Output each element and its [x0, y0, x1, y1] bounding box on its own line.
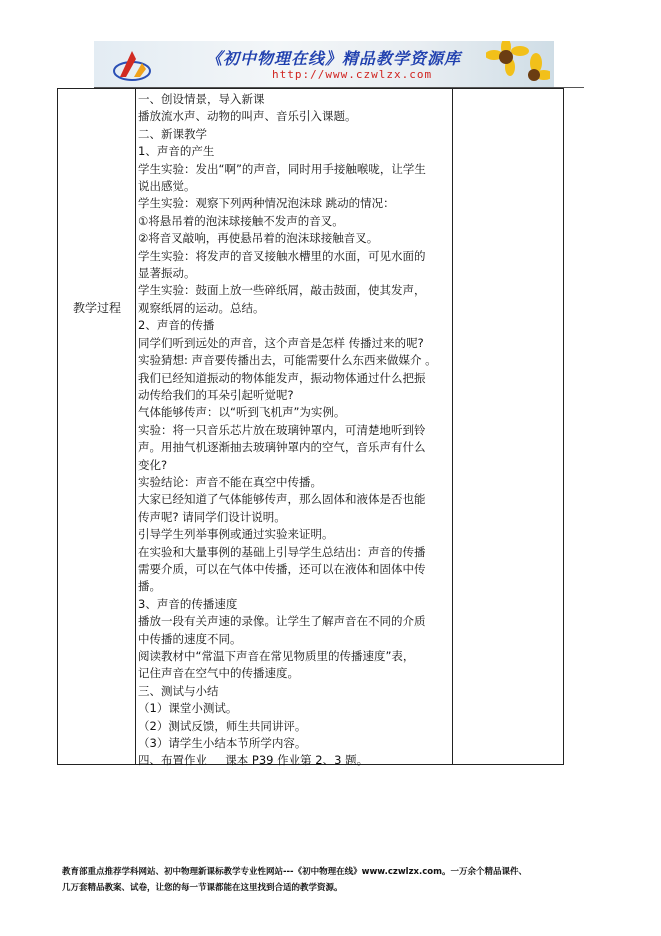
content-line: 显著振动。 [138, 266, 196, 281]
content-line: （3）请学生小结本节所学内容。 [138, 736, 307, 751]
content-line: 我们已经知道振动的物体能发声，振动物体通过什么把振 [138, 370, 426, 385]
content-line: ①将悬吊着的泡沫球接触不发声的音叉。 [138, 213, 344, 228]
content-line: 变化? [138, 457, 168, 472]
content-line: 大家已经知道了气体能够传声，那么固体和液体是否也能 [138, 492, 426, 507]
content-line: 学生实验：发出“啊”的声音，同时用手接触喉咙，让学生 [138, 161, 426, 176]
header-banner [94, 41, 554, 87]
content-line: 阅读教材中“常温下声音在常见物质里的传播速度”表， [138, 649, 415, 663]
content-line: 动传给我们的耳朵引起听觉呢? [138, 387, 294, 402]
content-line: 声。用抽气机逐渐抽去玻璃钟罩内的空气，音乐声有什么 [138, 440, 426, 455]
content-line: 实验：将一只音乐芯片放在玻璃钟罩内，可清楚地听到铃 [138, 422, 426, 437]
lesson-table [57, 88, 564, 768]
content-line: 实验猜想: 声音要传播出去，可能需要什么东西来做媒介 。 [138, 353, 437, 368]
content-line: 2、声音的传播 [138, 318, 215, 333]
section-label: 教学过程 [72, 301, 121, 315]
footer-line-1: 教育部重点推荐学科网站、初中物理新课标教学专业性网站---《初中物理在线》www.czwlzx.com。一万余个精品课件、 [62, 867, 527, 877]
logo-icon [112, 47, 152, 83]
content-line: 播放一段有关声速的录像。让学生了解声音在不同的介质 [138, 614, 426, 629]
content-line: （2）测试反馈，师生共同讲评。 [138, 718, 307, 733]
content-line: 需要介质，可以在气体中传播，还可以在液体和固体中传 [138, 561, 426, 576]
footer-line-2: 几万套精品教案、试卷，让您的每一节课都能在这里找到合适的教学资源。 [62, 883, 343, 893]
content-line: 四、布置作业 课本 P39 作业第 2、3 题。 [138, 753, 369, 768]
content-line: 气体能够传声：以“听到飞机声”为实例。 [138, 405, 346, 420]
sunflower-icon [486, 41, 550, 87]
content-line: 记住声音在空气中的传播速度。 [138, 666, 299, 681]
notes-column [452, 89, 563, 764]
content-line: 中传播的速度不同。 [138, 631, 242, 646]
content-line: 引导学生列举事例或通过实验来证明。 [138, 527, 334, 542]
banner-title: 《初中物理在线》精品教学资源库 [206, 49, 462, 68]
banner-url[interactable]: http://www.czwlzx.com [272, 68, 433, 81]
content-line: 同学们听到远处的声音，这个声音是怎样 传播过来的呢? [138, 335, 424, 350]
content-line: （1）课堂小测试。 [138, 701, 238, 716]
content-line: 二、新课教学 [138, 126, 207, 141]
content-line: 三、测试与小结 [138, 683, 219, 698]
content-line: 学生实验：观察下列两种情况泡沫球 跳动的情况： [138, 196, 395, 211]
content-line: 播。 [138, 579, 161, 594]
label-column [58, 89, 136, 764]
content-line: 学生实验：鼓面上放一些碎纸屑，敲击鼓面，使其发声， [138, 283, 426, 298]
content-line: 说出感觉。 [138, 179, 196, 194]
content-line: 实验结论：声音不能在真空中传播。 [138, 474, 322, 489]
content-line: 播放流水声、动物的叫声、音乐引入课题。 [138, 109, 357, 124]
content-line: 3、声音的传播速度 [138, 596, 238, 611]
content-line: 传声呢? 请同学们设计说明。 [138, 509, 286, 524]
content-line: 观察纸屑的运动。总结。 [138, 300, 265, 315]
footer [62, 864, 622, 896]
content-line: 一、创设情景，导入新课 [138, 92, 265, 106]
content-line: ②将音叉敲响，再使悬吊着的泡沫球接触音叉。 [138, 231, 379, 246]
content-line: 1、声音的产生 [138, 144, 215, 159]
content-line: 在实验和大量事例的基础上引导学生总结出：声音的传播 [138, 544, 426, 559]
content-line: 学生实验：将发声的音叉接触水槽里的水面，可见水面的 [138, 248, 426, 263]
lesson-content [138, 91, 448, 770]
